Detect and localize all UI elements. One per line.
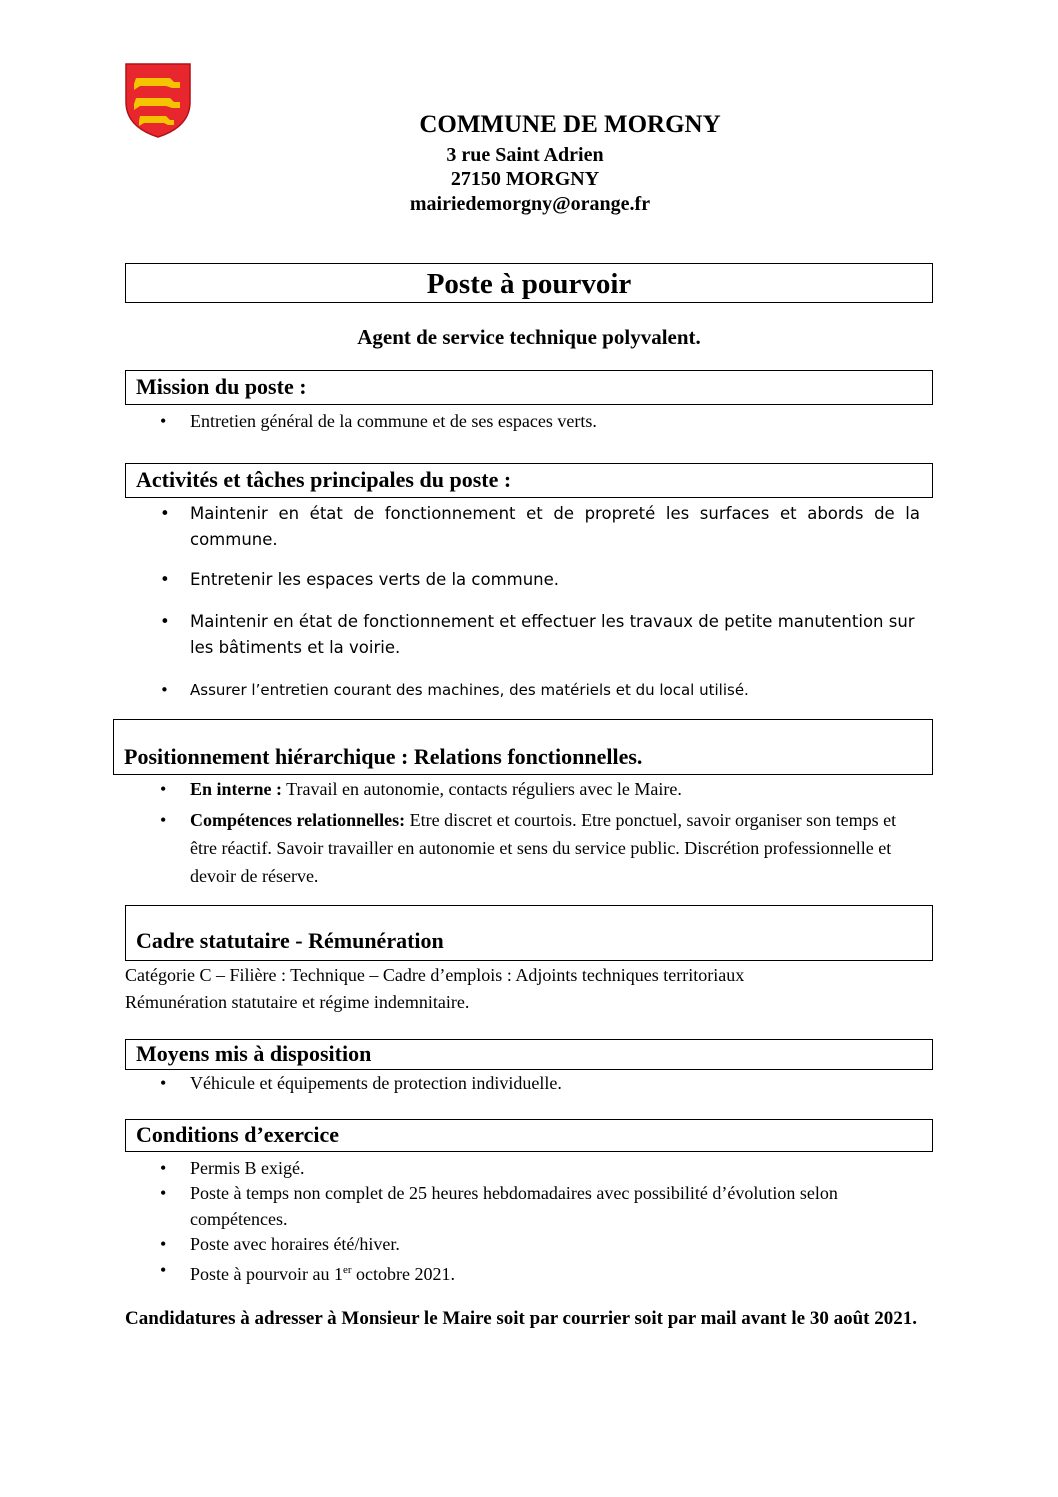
job-subtitle: Agent de service technique polyvalent.	[357, 325, 701, 349]
section-mission	[125, 370, 933, 405]
section-cadre	[125, 905, 933, 961]
bullet-icon: •	[160, 612, 170, 631]
normandy-crest-logo	[124, 62, 192, 138]
bullet-icon: •	[160, 1234, 167, 1254]
list-item: • Maintenir en état de fonctionnement et de propreté les surfaces et abords de la commune.	[160, 501, 920, 553]
list-item: • Véhicule et équipements de protection individuelle.	[160, 1070, 920, 1096]
email: mairiedemorgny@orange.fr	[409, 193, 651, 215]
bullet-icon: •	[160, 1158, 167, 1178]
list-item: • Entretien général de la commune et de ses espaces verts.	[160, 408, 920, 434]
cadre-line-2: Rémunération statutaire et régime indemnitaire.	[125, 992, 470, 1012]
cadre-line-1: Catégorie C – Filière : Technique – Cadre d’emplois : Adjoints techniques territoriaux	[125, 965, 745, 985]
list-item: • Permis B exigé.	[160, 1155, 920, 1181]
section-heading: Cadre statutaire - Rémunération	[136, 928, 444, 953]
bullet-icon: •	[160, 779, 167, 799]
section-heading: Mission du poste :	[136, 374, 307, 399]
bullet-icon: •	[160, 1073, 167, 1093]
section-activites	[125, 463, 933, 498]
list-item: • Assurer l’entretien courant des machines, des matériels et du local utilisé.	[160, 677, 920, 703]
bullet-icon: •	[160, 411, 167, 431]
section-heading: Positionnement hiérarchique : Relations fonctionnelles.	[124, 744, 643, 769]
bullet-icon: •	[160, 570, 170, 589]
list-item: • Poste avec horaires été/hiver.	[160, 1231, 920, 1257]
bullet-icon: •	[160, 681, 169, 699]
list-item: • Maintenir en état de fonctionnement et effectuer les travaux de petite manutention sur les bâtiments et la voirie.	[160, 609, 920, 661]
commune-name: COMMUNE DE MORGNY	[419, 111, 721, 138]
list-item: • Compétences relationnelles: Etre discret et courtois. Etre ponctuel, savoir organiser son temps et être réactif. Savoir travailler en autonomie et sens du service public. Discrétion professionnelle et devoir de réserve.	[160, 806, 920, 890]
city: 27150 MORGNY	[450, 168, 600, 190]
bullet-icon: •	[160, 1183, 167, 1203]
section-moyens	[125, 1039, 933, 1070]
bullet-icon: •	[160, 810, 167, 830]
section-heading: Conditions d’exercice	[136, 1122, 340, 1147]
title-box	[125, 263, 933, 303]
section-positionnement	[113, 719, 933, 775]
page-title: Poste à pourvoir	[426, 268, 632, 300]
list-item: • En interne : Travail en autonomie, contacts réguliers avec le Maire.	[160, 776, 920, 802]
address: 3 rue Saint Adrien	[446, 144, 604, 166]
list-item: • Poste à temps non complet de 25 heures hebdomadaires avec possibilité d’évolution selon compétences.	[160, 1180, 920, 1232]
bullet-icon: •	[160, 1260, 167, 1280]
list-item: • Entretenir les espaces verts de la commune.	[160, 567, 920, 593]
list-item: • Poste à pourvoir au 1er octobre 2021.	[160, 1257, 920, 1283]
section-conditions	[125, 1119, 933, 1152]
section-heading: Moyens mis à disposition	[136, 1041, 372, 1066]
bullet-icon: •	[160, 504, 170, 523]
application-notice: Candidatures à adresser à Monsieur le Maire soit par courrier soit par mail avant le 30 août 2021.	[125, 1308, 917, 1329]
section-heading: Activités et tâches principales du poste :	[136, 467, 512, 492]
